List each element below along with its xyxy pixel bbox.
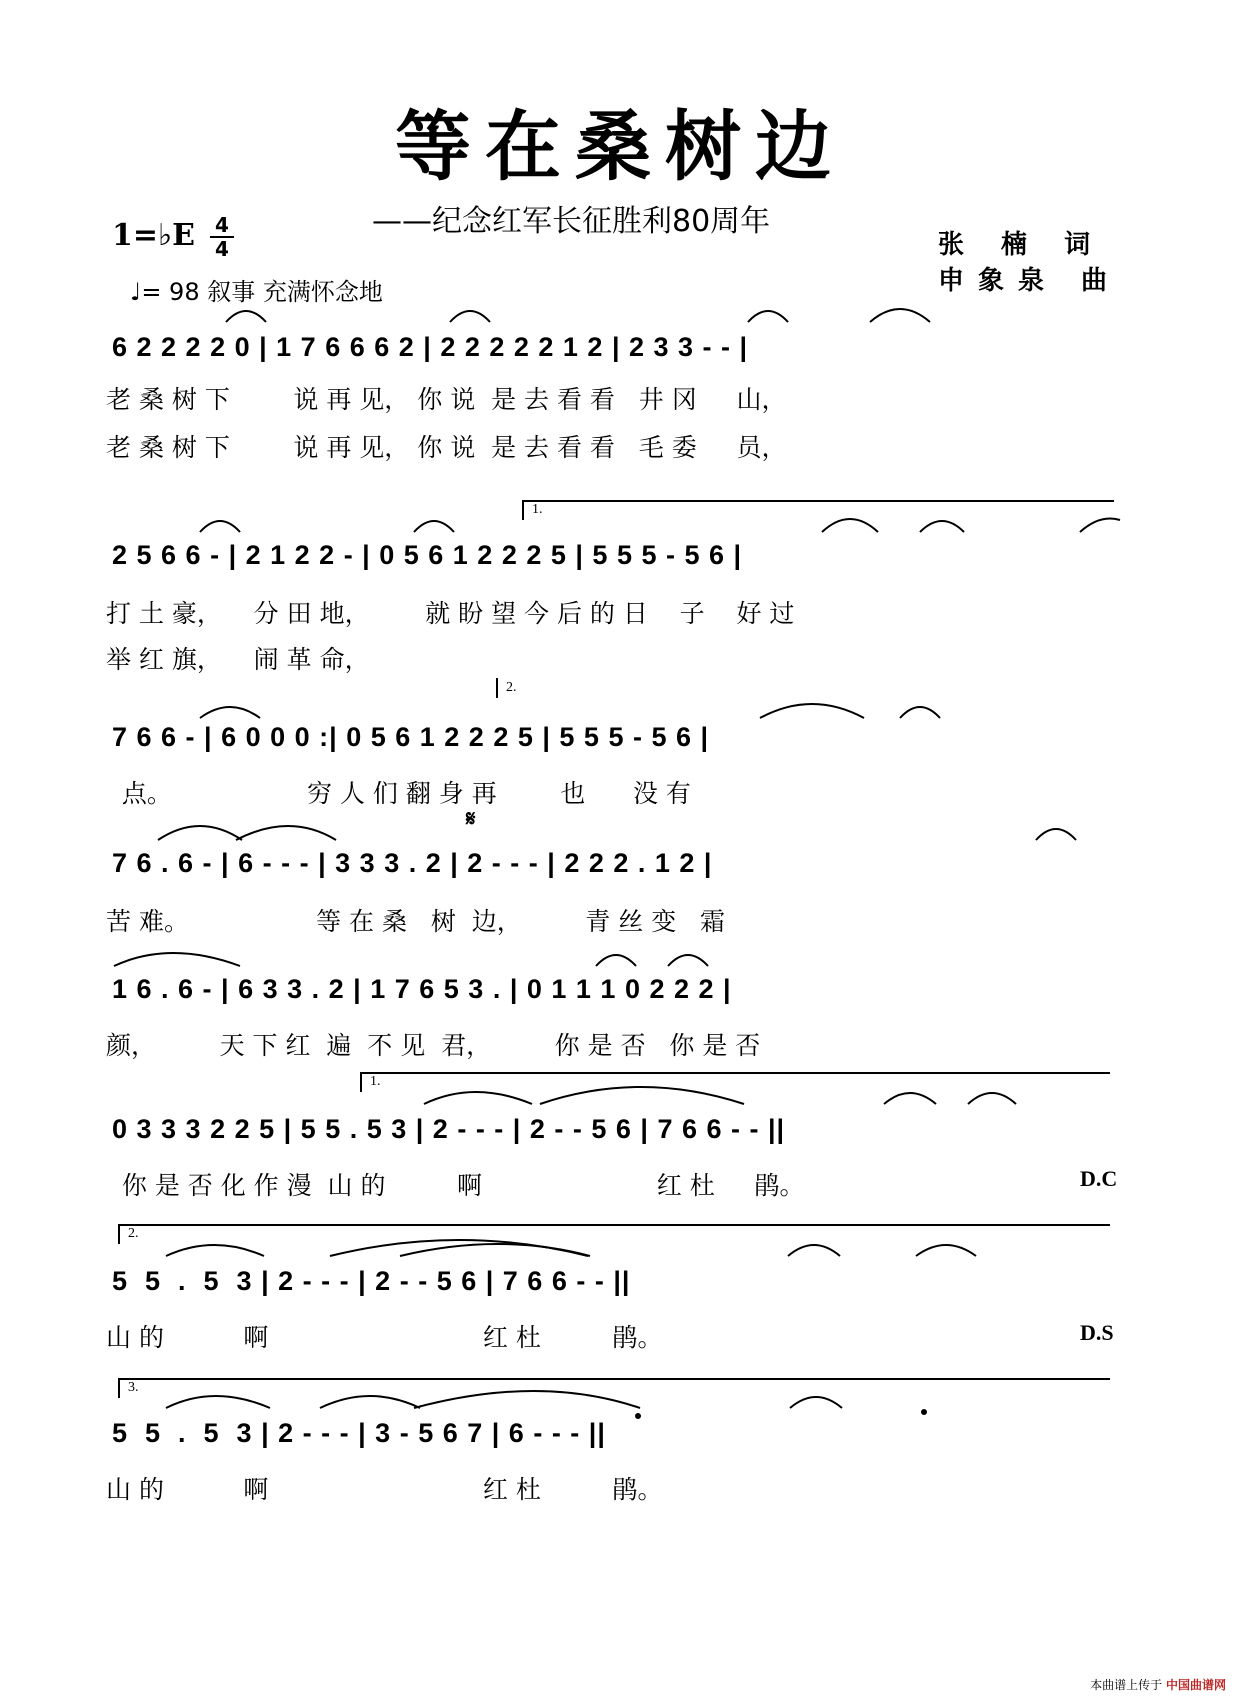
slur	[916, 1245, 976, 1256]
ds-mark: D.S	[1080, 1320, 1114, 1345]
slur	[596, 955, 636, 966]
slur	[748, 311, 788, 322]
footer-credit	[1090, 1676, 1226, 1693]
tempo-marking: ♩= 98 叙事 充满怀念地	[130, 278, 383, 306]
slur	[968, 1093, 1016, 1104]
segno-sign: 𝄋	[466, 806, 476, 831]
footer-site-name[interactable]: 中国曲谱网	[1165, 1678, 1226, 1692]
notation-line-4: 7 6 . 6 - | 6 - - - | 3 3 3 . 2 | 2 - - - | 2 2 2 . 1 2 |	[112, 848, 713, 878]
slur	[236, 826, 336, 840]
lyric-line-7: 山 的 啊 红 杜 鹃。	[106, 1323, 663, 1352]
notation-line-7: 5 5 . 5 3 | 2 - - - | 2 - - 5 6 | 7 6 6 - - ||	[112, 1266, 631, 1296]
slur	[200, 521, 240, 532]
score-subtitle: ——纪念红军长征胜利80周年	[372, 204, 771, 239]
notation-line-8: 5 5 . 5 3 | 2 - - - | 3 - 5 6 7 | 6 - - - ||	[112, 1418, 606, 1448]
key-signature: 1=♭E	[112, 218, 196, 253]
slur	[884, 1093, 936, 1104]
slur	[158, 826, 242, 840]
slur	[788, 1245, 840, 1256]
lyric-line-1a: 老 桑 树 下 说 再 见， 你 说 是 去 看 看 井 冈 山，	[106, 385, 787, 414]
time-signature-bottom: 4	[215, 237, 229, 261]
lyric-line-8: 山 的 啊 红 杜 鹃。	[106, 1475, 663, 1504]
slur	[668, 955, 708, 966]
lyricist-credit: 张 楠 词	[938, 230, 1105, 260]
slur	[166, 1396, 270, 1408]
notation-line-6: 0 3 3 3 2 2 5 | 5 5 . 5 3 | 2 - - - | 2 - - 5 6 | 7 6 6 - - ||	[112, 1114, 786, 1144]
notation-line-2: 2 5 6 6 - | 2 1 2 2 - | 0 5 6 1 2 2 2 5 | 5 5 5 - 5 6 |	[112, 540, 743, 570]
slur	[114, 953, 240, 966]
slur	[424, 1092, 532, 1104]
slur	[414, 1391, 640, 1408]
notation-line-5: 1 6 . 6 - | 6 3 3 . 2 | 1 7 6 5 3 . | 0 1 1 1 0 2 2 2 |	[112, 974, 732, 1004]
time-signature-top: 4	[215, 213, 229, 237]
notation-line-1: 6 2 2 2 2 0 | 1 7 6 6 6 2 | 2 2 2 2 2 1 2 | 2 3 3 - - |	[112, 332, 749, 362]
slur	[920, 521, 964, 532]
slur	[870, 309, 930, 322]
slur	[166, 1245, 264, 1256]
lyric-line-1b: 老 桑 树 下 说 再 见， 你 说 是 去 看 看 毛 委 员，	[106, 433, 787, 462]
slur	[822, 519, 878, 532]
lyric-line-6: 你 是 否 化 作 漫 山 的 啊 红 杜 鹃。	[106, 1171, 805, 1200]
slur	[760, 704, 864, 718]
dc-mark: D.C	[1080, 1166, 1118, 1191]
slur	[414, 521, 454, 532]
lyric-line-2a: 打 土 豪， 分 田 地， 就 盼 望 今 后 的 日 子 好 过	[106, 599, 795, 628]
slur	[900, 707, 940, 718]
volta-label: 2.	[506, 680, 517, 695]
slur	[226, 311, 266, 322]
slur	[790, 1397, 842, 1408]
footer-upload-text: 本曲谱上传于	[1090, 1678, 1163, 1692]
slur	[450, 311, 490, 322]
volta-label: 1.	[532, 502, 543, 517]
slur	[1080, 519, 1120, 533]
score-title: 等在桑树边	[395, 102, 845, 191]
slur	[400, 1244, 590, 1256]
lyric-line-2b: 举 红 旗， 闹 革 命，	[106, 645, 370, 674]
lyric-line-4: 苦 难。 等 在 桑 树 边， 青 丝 变 霜	[106, 907, 726, 936]
lyric-line-5: 颜， 天 下 红 遍 不 见 君， 你 是 否 你 是 否	[106, 1031, 761, 1060]
volta-label: 2.	[128, 1226, 139, 1241]
lyric-line-3: 点。 穷 人 们 翻 身 再 也 没 有	[106, 779, 691, 808]
volta-label: 3.	[128, 1380, 139, 1395]
slur	[200, 707, 260, 718]
slur	[1036, 829, 1076, 840]
notation-line-3: 7 6 6 - | 6 0 0 0 :| 0 5 6 1 2 2 2 5 | 5 5 5 - 5 6 |	[112, 722, 710, 752]
slur	[540, 1087, 744, 1104]
slur	[320, 1396, 420, 1408]
composer-credit: 申象泉 曲	[938, 266, 1122, 296]
volta-label: 1.	[370, 1074, 381, 1089]
